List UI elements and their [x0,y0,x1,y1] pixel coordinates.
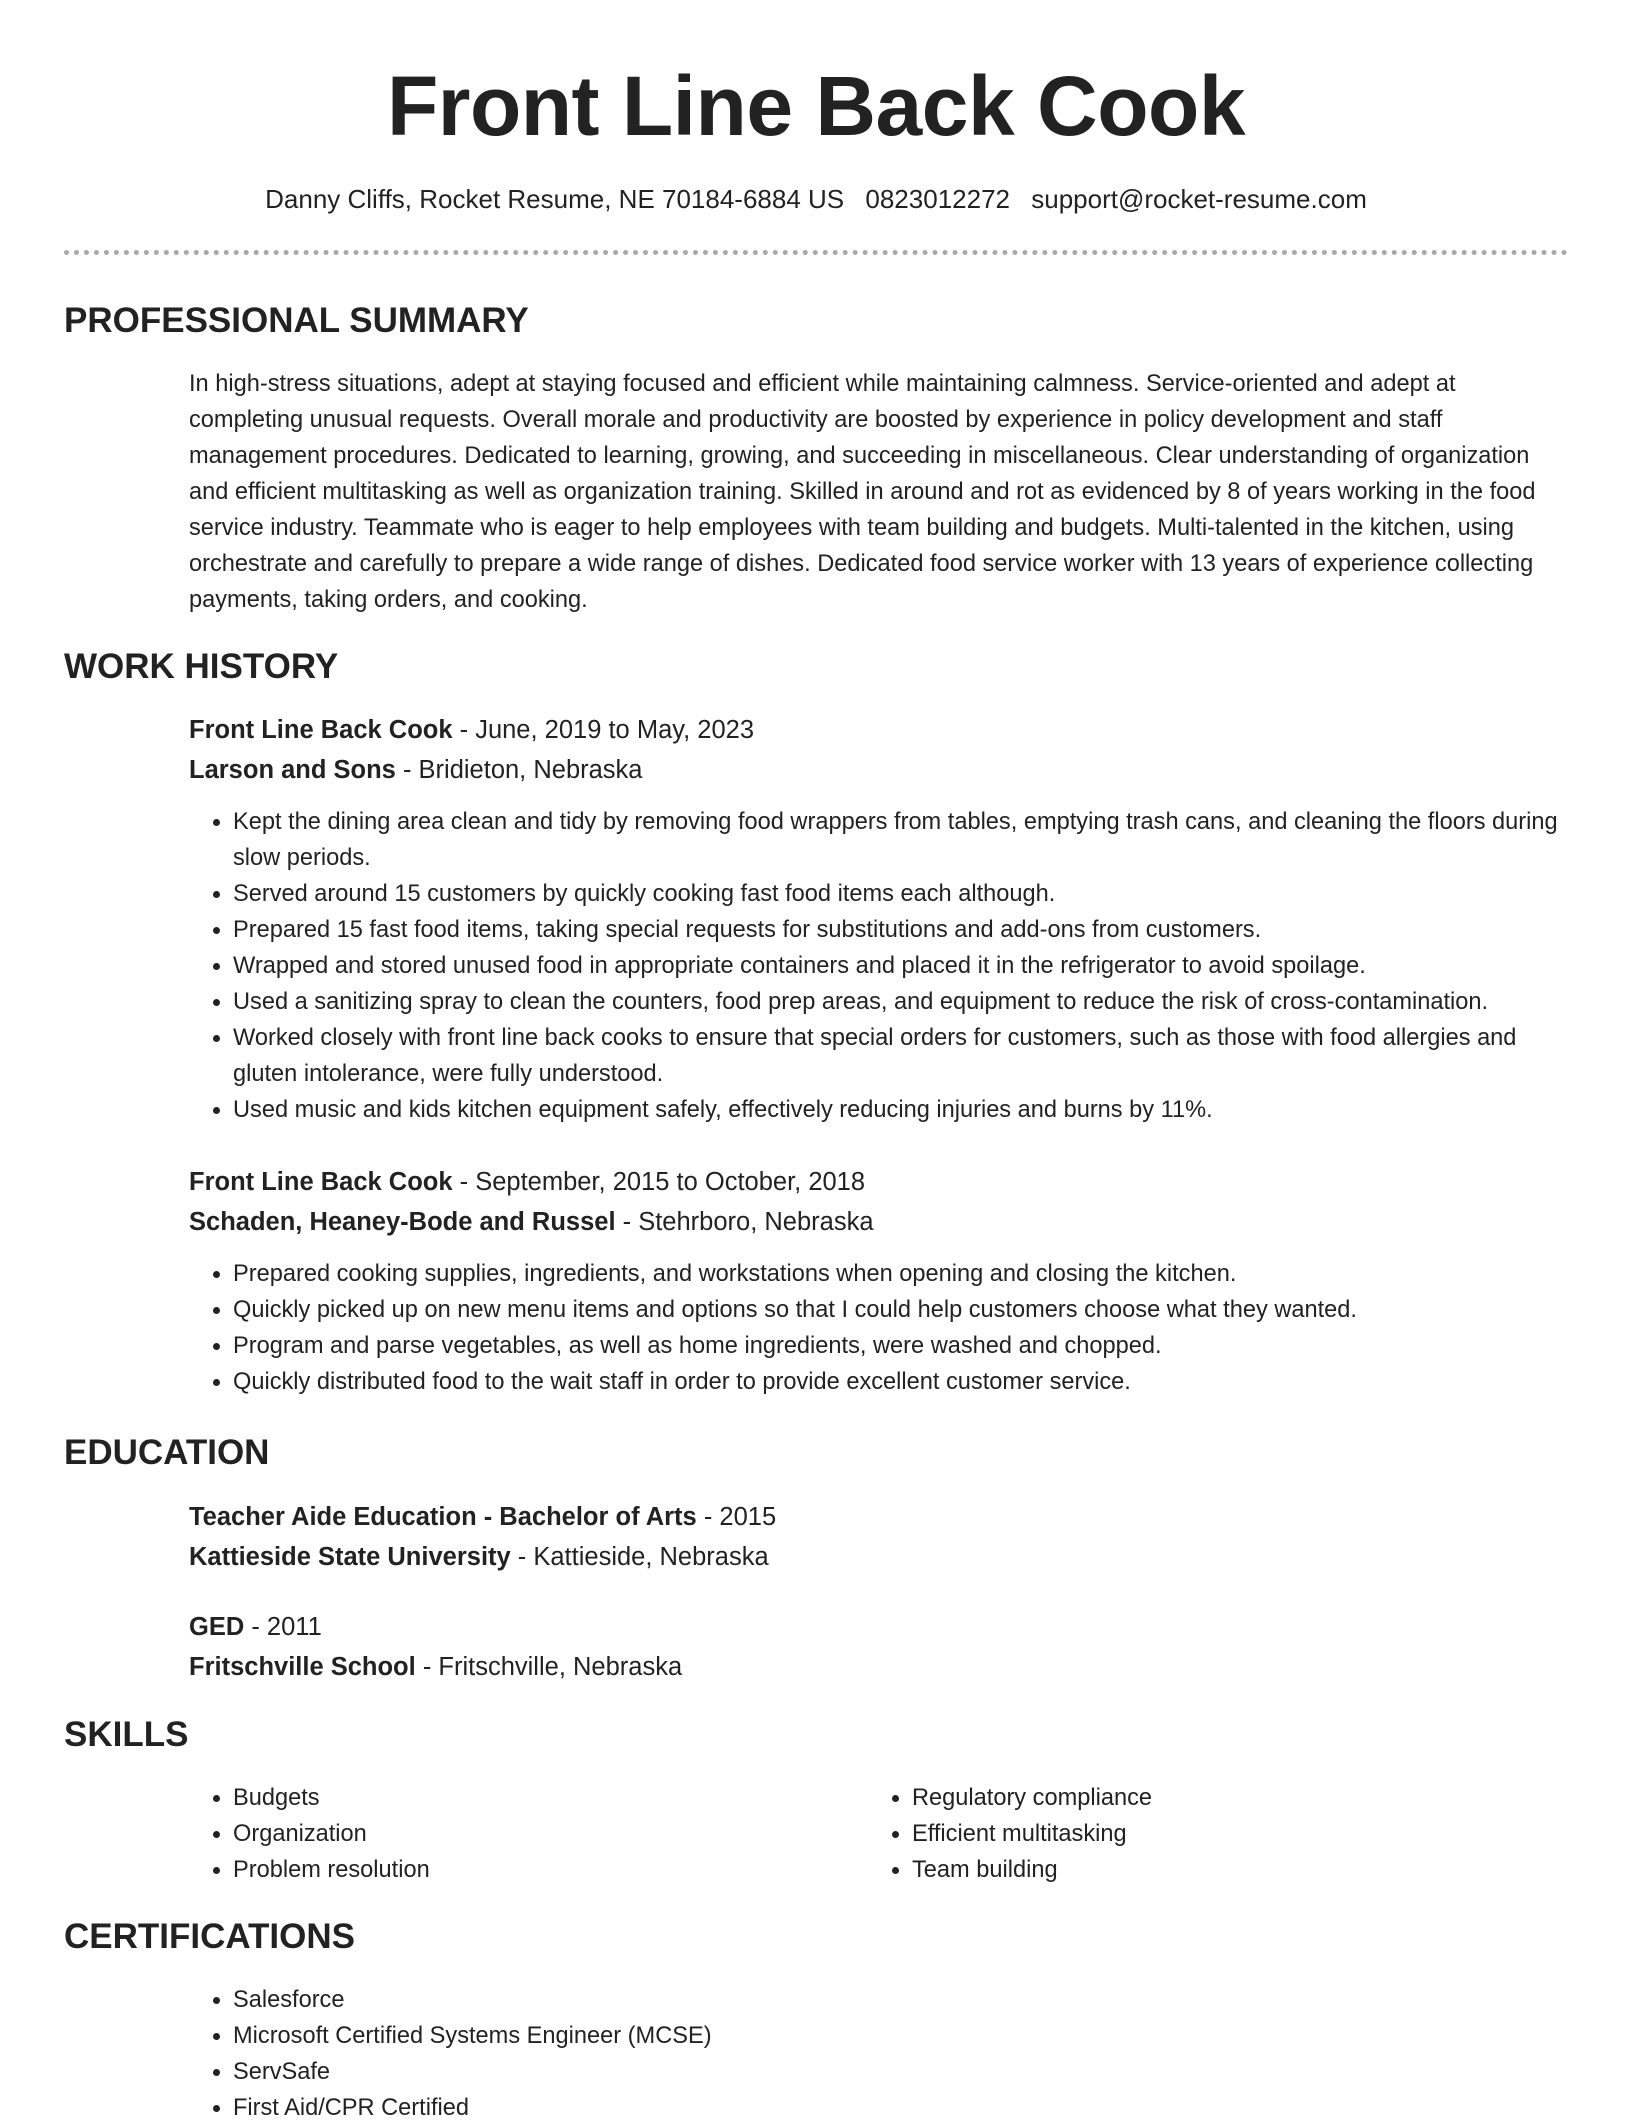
job-bullet: • Served around 15 customers by quickly cooking fast food items each although. [233,876,1569,912]
job-title: Front Line Back Cook [189,716,453,744]
skill-item: • Team building [912,1852,1468,1888]
contact-address: Danny Cliffs, Rocket Resume, NE 70184-6884 US [265,184,845,214]
job-location: - Bridieton, Nebraska [395,756,643,784]
job-bullet: • Prepared cooking supplies, ingredients, and workstations when opening and closing the kitchen. [233,1256,1569,1292]
job-bullet: • Program and parse vegetables, as well as home ingredients, were washed and chopped. [233,1328,1569,1364]
job-bullet: • Kept the dining area clean and tidy by removing food wrappers from tables, emptying trash cans, and cleaning the floors during slow periods. [233,804,1569,876]
degree-year: - 2015 [696,1503,777,1531]
job-dates: - September, 2015 to October, 2018 [452,1168,866,1196]
education-entry-1 [189,1497,1569,1577]
header-divider [64,250,1568,255]
school-name: Fritschville School [189,1653,416,1681]
certification-item: • ServSafe [233,2054,1569,2090]
contact-line [0,182,1632,216]
education-heading: EDUCATION [64,1433,270,1472]
certification-item: • Salesforce [233,1982,1569,2018]
work-history-heading: WORK HISTORY [64,647,339,686]
job-bullet: • Quickly picked up on new menu items and options so that I could help customers choose what they wanted. [233,1292,1569,1328]
skill-item: • Regulatory compliance [912,1780,1468,1816]
skills-column-right [868,1780,1468,1888]
job-company: Schaden, Heaney-Bode and Russel [189,1208,616,1236]
school-line [189,1647,1569,1687]
education-entry-2 [189,1607,1569,1687]
summary-text: In high-stress situations, adept at staying focused and efficient while maintaining calmness. Service-oriented and adept at completing unusual requests. Overall morale and productivity are boosted by experience in policy development and staff management procedures. Dedicated to learning, growing, and succeeding in miscellaneous. Clear understanding of organization and efficient multitasking as well as organization training. Skilled in around and rot as evidenced by 8 of years working in the food service industry. Teammate who is eager to help employees with team building and budgets. Multi-talented in the kitchen, using orchestrate and carefully to prepare a wide range of dishes. Dedicated food service worker with 13 years of experience collecting payments, taking orders, and cooking. [189,371,1536,613]
degree-line [189,1497,1569,1537]
job-company: Larson and Sons [189,756,396,784]
degree-line [189,1607,1569,1647]
summary-heading: PROFESSIONAL SUMMARY [64,301,529,340]
skills-list-right [868,1780,1468,1888]
job-bullet: • Used a sanitizing spray to clean the counters, food prep areas, and equipment to reduce the risk of cross-contamination. [233,984,1569,1020]
school-location: - Fritschville, Nebraska [415,1653,683,1681]
job-bullets [189,804,1569,1128]
job-bullet: • Used music and kids kitchen equipment safely, effectively reducing injuries and burns by 11%. [233,1092,1569,1128]
job-entry-2 [189,1162,1569,1400]
job-bullet: • Prepared 15 fast food items, taking special requests for substitutions and add-ons from customers. [233,912,1569,948]
degree-name: Teacher Aide Education - Bachelor of Arts [189,1503,697,1531]
certifications-heading: CERTIFICATIONS [64,1917,356,1956]
skill-item: • Efficient multitasking [912,1816,1468,1852]
skills-column-left [189,1780,789,1888]
job-company-line [189,1202,1569,1242]
certifications-block [189,1982,1569,2126]
contact-phone: 0823012272 [865,184,1010,214]
job-title: Front Line Back Cook [189,1168,453,1196]
job-company-line [189,750,1569,790]
job-location: - Stehrboro, Nebraska [615,1208,874,1236]
degree-year: - 2011 [244,1613,322,1641]
job-title-line [189,710,1569,750]
skill-item: • Problem resolution [233,1852,789,1888]
school-name: Kattieside State University [189,1543,511,1571]
certification-item: • First Aid/CPR Certified [233,2090,1569,2126]
job-entry-1 [189,710,1569,1128]
school-line [189,1537,1569,1577]
degree-name: GED [189,1613,245,1641]
job-dates: - June, 2019 to May, 2023 [452,716,754,744]
job-title-line [189,1162,1569,1202]
certifications-list [189,1982,1569,2126]
job-bullet: • Worked closely with front line back cooks to ensure that special orders for customers, such as those with food allergies and gluten intolerance, were fully understood. [233,1020,1569,1092]
job-bullets [189,1256,1569,1400]
contact-email[interactable]: support@rocket-resume.com [1031,184,1367,214]
skill-item: • Budgets [233,1780,789,1816]
job-bullet: • Wrapped and stored unused food in appropriate containers and placed it in the refrigerator to avoid spoilage. [233,948,1569,984]
job-bullet: • Quickly distributed food to the wait staff in order to provide excellent customer service. [233,1364,1569,1400]
skills-heading: SKILLS [64,1715,189,1754]
certification-item: • Microsoft Certified Systems Engineer (MCSE) [233,2018,1569,2054]
school-location: - Kattieside, Nebraska [510,1543,769,1571]
resume-title: Front Line Back Cook [386,59,1246,153]
skill-item: • Organization [233,1816,789,1852]
skills-list-left [189,1780,789,1888]
